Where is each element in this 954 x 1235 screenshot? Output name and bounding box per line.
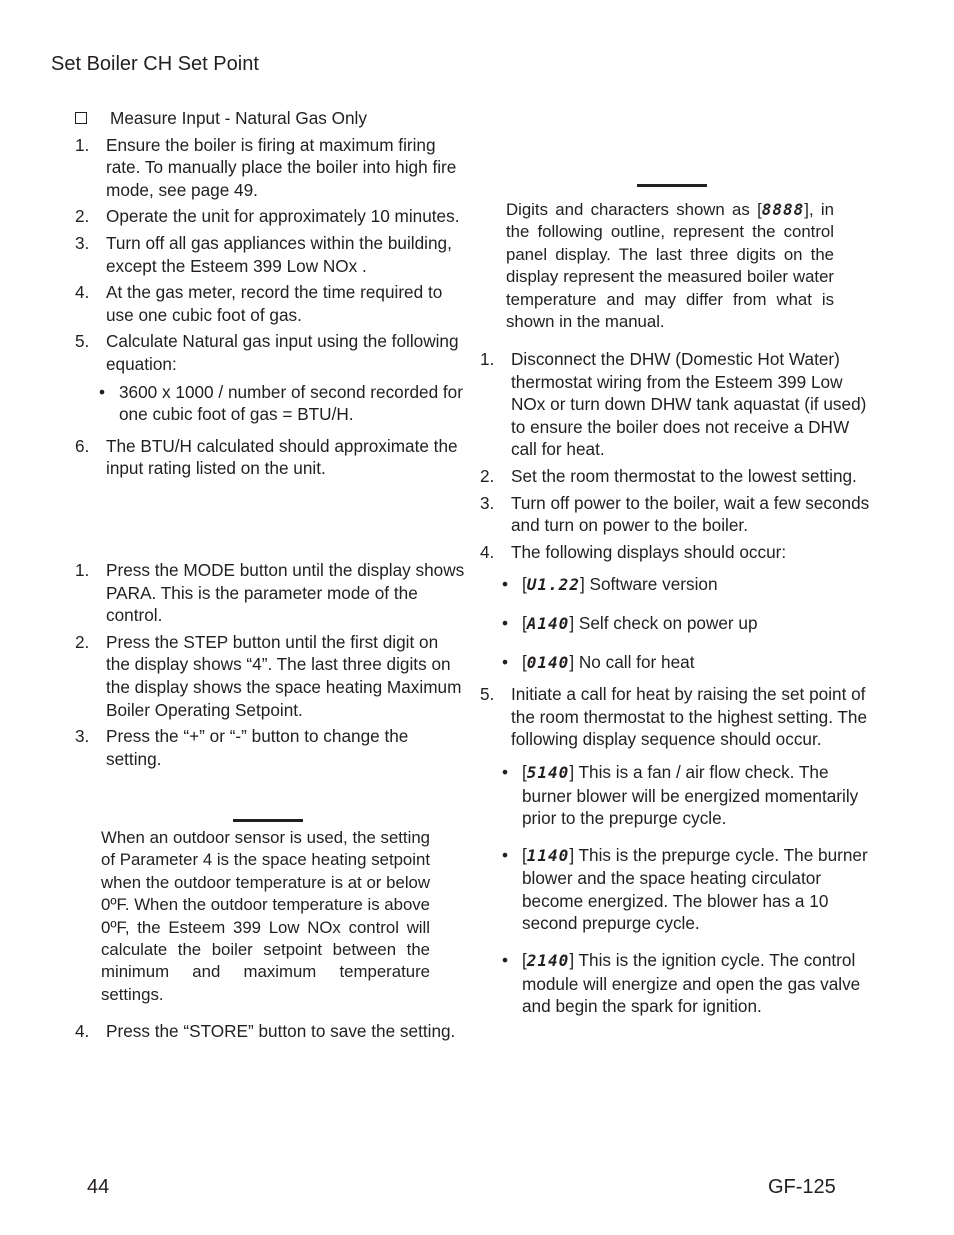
right-column (480, 348, 872, 1018)
display-code: 8888 (761, 200, 805, 219)
list-number: 4. (480, 541, 495, 562)
list-text: Press the “STORE” button to save the setting. (106, 1021, 456, 1041)
list-text: Set the room thermostat to the lowest setting. (511, 465, 857, 486)
list-number: 2. (75, 631, 90, 652)
list-item (75, 205, 465, 228)
list-item (75, 631, 465, 721)
list-item (75, 559, 465, 627)
list-number: 4. (75, 1021, 90, 1041)
left-column-final (75, 1020, 465, 1043)
document-code: GF-125 (768, 1176, 836, 1198)
note-divider (233, 819, 303, 822)
bullet-icon: • (502, 844, 509, 865)
checkbox-row (75, 107, 465, 130)
display-bullet: • [U1.22] Software version (502, 574, 718, 595)
list-item (480, 492, 872, 537)
list-number: 6. (75, 435, 90, 456)
left-column (75, 107, 465, 480)
list-item (75, 232, 465, 277)
list-text: Initiate a call for heat by raising the set point of the room thermostat to the highest setting. The following display sequence should occur. (511, 684, 868, 750)
display-code: A140 (526, 613, 570, 633)
list-text: Calculate Natural gas input using the following equation: (106, 331, 459, 374)
note-text: Digits and characters shown as [ (506, 200, 762, 219)
page-number: 44 (87, 1176, 110, 1198)
display-description: This is the ignition cycle. The control module will energize and open the gas valve and begin the spark for ignition. (522, 950, 861, 1017)
list-number: 1. (75, 134, 90, 155)
list-item (480, 683, 872, 751)
display-bullet: • [0140] No call for heat (502, 651, 695, 672)
list-item (75, 1020, 465, 1043)
bullet-icon: • (502, 612, 509, 633)
list-item (75, 725, 465, 770)
list-text: At the gas meter, record the time required to use one cubic foot of gas. (106, 282, 443, 325)
list-number: 4. (75, 282, 90, 303)
left-column-procedure (75, 559, 465, 770)
list-number: 3. (75, 726, 90, 747)
display-code: 5140 (526, 762, 570, 782)
bullet-icon: • (99, 381, 106, 402)
display-description: No call for heat (574, 651, 695, 672)
list-text: Press the STEP button until the first digit on the display shows “4”. The last three digits on the display shows the space heating Maximum Boiler Operating Setpoint. (106, 631, 462, 720)
list-number: 1. (480, 349, 495, 369)
display-code: 2140 (526, 951, 570, 971)
list-number: 2. (75, 206, 90, 227)
display-bullet: • [2140] This is the ignition cycle. The control module will energize and open the gas valve and begin the spark for ignition. (502, 950, 861, 1017)
list-text: Operate the unit for approximately 10 minutes. (106, 206, 460, 227)
equation-text: 3600 x 1000 / number of second recorded for one cubic foot of gas = BTU/H. (119, 381, 463, 425)
display-code: 1140 (526, 845, 570, 865)
bullet-icon: • (502, 761, 509, 782)
note-divider (637, 184, 707, 187)
list-item (480, 465, 872, 488)
display-bullet: • [5140] This is a fan / air flow check. The burner blower will be energized momentarily prior to the prepurge cycle. (502, 761, 859, 829)
list-text: Press the MODE button until the display shows PARA. This is the parameter mode of the control. (106, 560, 465, 626)
list-number: 1. (75, 560, 90, 580)
list-item (75, 281, 465, 326)
list-text: Turn off power to the boiler, wait a few seconds and turn on power to the boiler. (511, 492, 870, 536)
bullet-icon: • (502, 950, 509, 971)
note-text: ], in the following outline, represent the control panel display. The last three digits on the display represent the measured boiler water temperature and may differ from what is shown in the manual. (506, 200, 834, 332)
list-item (75, 330, 465, 375)
list-text: The BTU/H calculated should approximate the input rating listed on the unit. (106, 435, 458, 479)
list-text: The following displays should occur: (511, 541, 787, 562)
equation-bullet (99, 381, 465, 426)
note-text: When an outdoor sensor is used, the setting of Parameter 4 is the space heating setpoint when the outdoor temperature is at or below 0ºF. When the outdoor temperature is above 0ºF, the Esteem 399 Low NOx control will calculate the boiler setpoint between the minimum and maximum temperature settings. (101, 828, 430, 1004)
list-item (480, 348, 872, 461)
checkbox-icon (75, 112, 87, 124)
display-description: This is the prepurge cycle. The burner blower and the space heating circulator become energized. The blower has a 10 second prepurge cycle. (522, 844, 868, 934)
list-text: Turn off all gas appliances within the building, except the Esteem 399 Low NOx . (106, 232, 452, 276)
list-text: Ensure the boiler is firing at maximum firing rate. To manually place the boiler into high fire mode, see page 49. (106, 134, 457, 200)
list-number: 5. (480, 684, 495, 705)
display-note (506, 199, 834, 333)
bullet-icon: • (502, 574, 509, 595)
list-item (480, 541, 872, 564)
list-number: 3. (480, 492, 495, 513)
list-item (75, 134, 465, 202)
page-title: Set Boiler CH Set Point (51, 53, 259, 75)
list-number: 2. (480, 465, 495, 486)
display-bullet: • [1140] This is the prepurge cycle. The burner blower and the space heating circulator become energized. The blower has a 10 second prepurge cycle. (502, 844, 868, 934)
display-description: Software version (584, 574, 718, 595)
display-code: 0140 (526, 652, 570, 672)
list-text: Press the “+” or “-” button to change the setting. (106, 726, 409, 769)
bullet-icon: • (502, 651, 509, 672)
display-description: This is a fan / air flow check. The burner blower will be energized momentarily prior to the prepurge cycle. (522, 761, 859, 829)
display-bullet: • [A140] Self check on power up (502, 612, 758, 633)
display-description: Self check on power up (574, 612, 758, 633)
display-code: U1.22 (526, 575, 580, 595)
checkbox-label: Measure Input - Natural Gas Only (110, 108, 367, 128)
list-number: 3. (75, 232, 90, 253)
list-text: Disconnect the DHW (Domestic Hot Water) thermostat wiring from the Esteem 399 Low NOx or turn down DHW tank aquastat (if used) to ensure the boiler does not receive a DHW call for heat. (511, 349, 867, 460)
list-item (75, 435, 465, 480)
list-number: 5. (75, 331, 90, 352)
